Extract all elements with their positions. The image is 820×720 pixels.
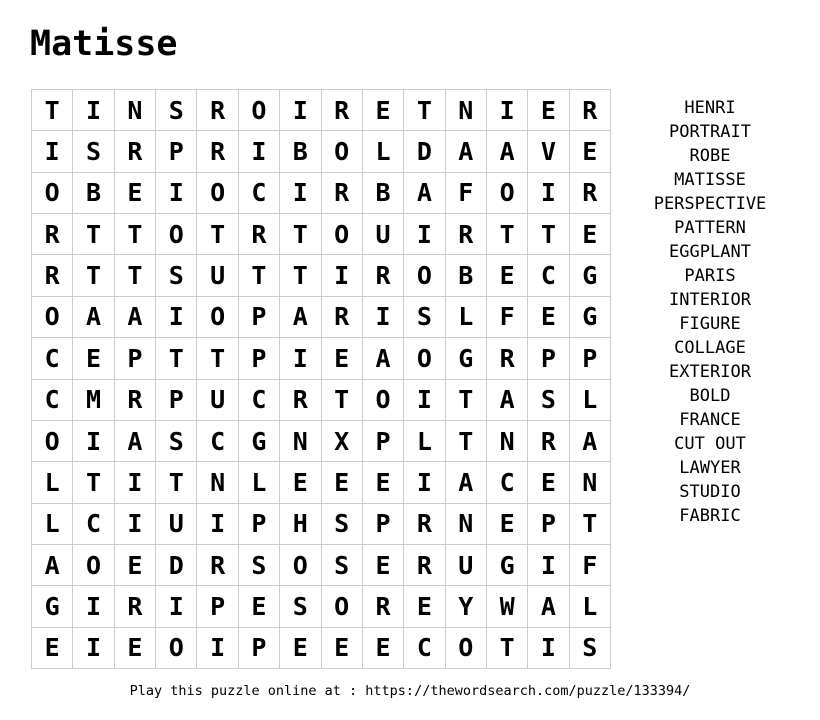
- grid-cell[interactable]: E: [363, 90, 404, 131]
- grid-cell[interactable]: A: [570, 421, 611, 462]
- grid-cell[interactable]: A: [363, 338, 404, 379]
- grid-cell[interactable]: I: [73, 586, 114, 627]
- grid-cell[interactable]: I: [197, 628, 238, 669]
- grid-cell[interactable]: G: [446, 338, 487, 379]
- grid-cell[interactable]: T: [446, 421, 487, 462]
- grid-cell[interactable]: A: [115, 297, 156, 338]
- word-list-item: CUT OUT: [674, 434, 746, 454]
- grid-cell[interactable]: S: [73, 131, 114, 172]
- grid-cell[interactable]: C: [528, 255, 569, 296]
- word-list-item: STUDIO: [679, 482, 741, 502]
- grid-cell[interactable]: T: [115, 214, 156, 255]
- grid-cell[interactable]: R: [32, 214, 73, 255]
- grid-cell[interactable]: P: [115, 338, 156, 379]
- grid-cell[interactable]: P: [239, 338, 280, 379]
- grid-cell[interactable]: A: [446, 462, 487, 503]
- word-list-item: INTERIOR: [669, 290, 751, 310]
- grid-cell[interactable]: A: [487, 131, 528, 172]
- word-list-item: FABRIC: [679, 506, 741, 526]
- grid-cell[interactable]: A: [528, 586, 569, 627]
- grid-cell[interactable]: U: [446, 545, 487, 586]
- grid-cell[interactable]: I: [528, 628, 569, 669]
- grid-cell[interactable]: R: [487, 338, 528, 379]
- grid-cell[interactable]: I: [197, 504, 238, 545]
- grid-cell[interactable]: B: [446, 255, 487, 296]
- grid-cell[interactable]: C: [32, 380, 73, 421]
- grid-cell[interactable]: T: [239, 255, 280, 296]
- grid-cell[interactable]: T: [73, 462, 114, 503]
- grid-cell[interactable]: P: [363, 421, 404, 462]
- grid-cell[interactable]: R: [322, 297, 363, 338]
- page-footer: [0, 680, 820, 700]
- grid-cell[interactable]: E: [115, 628, 156, 669]
- grid-cell[interactable]: T: [73, 214, 114, 255]
- word-list-item: PERSPECTIVE: [653, 194, 767, 214]
- grid-cell[interactable]: C: [73, 504, 114, 545]
- grid-cell[interactable]: S: [156, 255, 197, 296]
- grid-cell[interactable]: C: [239, 173, 280, 214]
- grid-cell[interactable]: A: [280, 297, 321, 338]
- grid-cell[interactable]: O: [156, 628, 197, 669]
- grid-cell[interactable]: E: [528, 90, 569, 131]
- grid-cell[interactable]: A: [115, 421, 156, 462]
- grid-cell[interactable]: H: [280, 504, 321, 545]
- grid-cell[interactable]: S: [322, 545, 363, 586]
- grid-cell[interactable]: O: [446, 628, 487, 669]
- grid-cell[interactable]: B: [280, 131, 321, 172]
- grid-cell[interactable]: I: [487, 90, 528, 131]
- grid-cell[interactable]: R: [570, 173, 611, 214]
- grid-cell[interactable]: G: [487, 545, 528, 586]
- grid-cell[interactable]: C: [197, 421, 238, 462]
- grid-cell[interactable]: R: [197, 545, 238, 586]
- grid-cell[interactable]: T: [322, 380, 363, 421]
- grid-cell[interactable]: X: [322, 421, 363, 462]
- grid-cell[interactable]: R: [363, 586, 404, 627]
- grid-cell[interactable]: C: [32, 338, 73, 379]
- grid-cell[interactable]: I: [404, 380, 445, 421]
- grid-cell[interactable]: T: [404, 90, 445, 131]
- grid-cell[interactable]: I: [115, 504, 156, 545]
- grid-cell[interactable]: O: [487, 173, 528, 214]
- grid-cell[interactable]: O: [32, 297, 73, 338]
- grid-cell[interactable]: S: [528, 380, 569, 421]
- grid-cell[interactable]: I: [156, 297, 197, 338]
- grid-cell[interactable]: T: [197, 214, 238, 255]
- grid-cell[interactable]: I: [156, 173, 197, 214]
- grid-cell[interactable]: R: [528, 421, 569, 462]
- grid-cell[interactable]: L: [404, 421, 445, 462]
- grid-cell[interactable]: S: [570, 628, 611, 669]
- grid-cell[interactable]: P: [570, 338, 611, 379]
- word-search-grid: [31, 89, 611, 669]
- grid-cell[interactable]: L: [446, 297, 487, 338]
- grid-cell[interactable]: T: [156, 338, 197, 379]
- grid-cell[interactable]: U: [197, 255, 238, 296]
- grid-cell[interactable]: E: [280, 628, 321, 669]
- grid-cell[interactable]: O: [239, 90, 280, 131]
- grid-cell[interactable]: R: [239, 214, 280, 255]
- grid-cell[interactable]: E: [73, 338, 114, 379]
- grid-cell[interactable]: G: [570, 297, 611, 338]
- grid-cell[interactable]: W: [487, 586, 528, 627]
- grid-cell[interactable]: B: [363, 173, 404, 214]
- grid-cell[interactable]: I: [32, 131, 73, 172]
- grid-cell[interactable]: A: [73, 297, 114, 338]
- grid-cell[interactable]: P: [239, 297, 280, 338]
- grid-cell[interactable]: O: [363, 380, 404, 421]
- grid-cell[interactable]: G: [239, 421, 280, 462]
- grid-cell[interactable]: A: [404, 173, 445, 214]
- grid-cell[interactable]: O: [197, 173, 238, 214]
- grid-cell[interactable]: L: [570, 586, 611, 627]
- grid-cell[interactable]: I: [363, 297, 404, 338]
- grid-cell[interactable]: I: [280, 90, 321, 131]
- grid-cell[interactable]: V: [528, 131, 569, 172]
- grid-cell[interactable]: I: [404, 462, 445, 503]
- grid-cell[interactable]: T: [197, 338, 238, 379]
- word-list-item: EXTERIOR: [669, 362, 751, 382]
- grid-cell[interactable]: I: [404, 214, 445, 255]
- grid-cell[interactable]: R: [363, 255, 404, 296]
- word-list-item: HENRI: [684, 98, 736, 118]
- grid-cell[interactable]: C: [404, 628, 445, 669]
- grid-cell[interactable]: A: [446, 131, 487, 172]
- word-list: [610, 96, 810, 528]
- grid-cell[interactable]: F: [487, 297, 528, 338]
- grid-cell[interactable]: E: [239, 586, 280, 627]
- grid-cell[interactable]: I: [280, 173, 321, 214]
- grid-cell[interactable]: P: [528, 504, 569, 545]
- puzzle-url: Play this puzzle online at : https://thewordsearch.com/puzzle/133394/: [129, 683, 691, 699]
- grid-cell[interactable]: I: [156, 586, 197, 627]
- grid-cell[interactable]: D: [156, 545, 197, 586]
- grid-cell[interactable]: L: [570, 380, 611, 421]
- grid-cell[interactable]: E: [570, 214, 611, 255]
- grid-cell[interactable]: Y: [446, 586, 487, 627]
- grid-cell[interactable]: R: [197, 131, 238, 172]
- grid-cell[interactable]: R: [32, 255, 73, 296]
- grid-cell[interactable]: A: [487, 380, 528, 421]
- word-list-item: BOLD: [689, 386, 731, 406]
- grid-cell[interactable]: L: [363, 131, 404, 172]
- grid-cell[interactable]: I: [73, 421, 114, 462]
- grid-cell[interactable]: R: [322, 90, 363, 131]
- grid-cell[interactable]: P: [197, 586, 238, 627]
- grid-cell[interactable]: N: [446, 90, 487, 131]
- grid-cell[interactable]: U: [197, 380, 238, 421]
- grid-cell[interactable]: I: [528, 545, 569, 586]
- grid-cell[interactable]: T: [156, 462, 197, 503]
- grid-cell[interactable]: P: [156, 131, 197, 172]
- grid-cell[interactable]: R: [446, 214, 487, 255]
- grid-cell[interactable]: T: [280, 255, 321, 296]
- grid-cell[interactable]: L: [32, 504, 73, 545]
- grid-cell[interactable]: T: [32, 90, 73, 131]
- grid-cell[interactable]: E: [322, 338, 363, 379]
- grid-cell[interactable]: I: [280, 338, 321, 379]
- word-list-item: LAWYER: [679, 458, 741, 478]
- grid-cell[interactable]: I: [73, 628, 114, 669]
- grid-cell[interactable]: E: [280, 462, 321, 503]
- grid-cell[interactable]: F: [446, 173, 487, 214]
- grid-cell[interactable]: O: [32, 173, 73, 214]
- grid-cell[interactable]: T: [570, 504, 611, 545]
- word-list-item: PARIS: [684, 266, 736, 286]
- grid-cell[interactable]: P: [528, 338, 569, 379]
- grid-cell[interactable]: R: [115, 380, 156, 421]
- grid-cell[interactable]: E: [487, 504, 528, 545]
- word-list-item: COLLAGE: [674, 338, 746, 358]
- grid-cell[interactable]: N: [446, 504, 487, 545]
- grid-cell[interactable]: R: [115, 131, 156, 172]
- word-list-item: PORTRAIT: [669, 122, 751, 142]
- grid-cell[interactable]: N: [280, 421, 321, 462]
- grid-cell[interactable]: O: [156, 214, 197, 255]
- grid-cell[interactable]: O: [322, 586, 363, 627]
- grid-cell[interactable]: R: [280, 380, 321, 421]
- grid-cell[interactable]: U: [156, 504, 197, 545]
- grid-cell[interactable]: N: [197, 462, 238, 503]
- grid-cell[interactable]: R: [115, 586, 156, 627]
- grid-cell[interactable]: C: [487, 462, 528, 503]
- grid-cell[interactable]: E: [363, 545, 404, 586]
- word-list-item: MATISSE: [674, 170, 746, 190]
- grid-cell[interactable]: M: [73, 380, 114, 421]
- grid-cell[interactable]: N: [570, 462, 611, 503]
- grid-cell[interactable]: O: [73, 545, 114, 586]
- grid-cell[interactable]: E: [363, 462, 404, 503]
- grid-cell[interactable]: E: [115, 173, 156, 214]
- grid-cell[interactable]: A: [32, 545, 73, 586]
- grid-cell[interactable]: S: [404, 297, 445, 338]
- grid-cell[interactable]: P: [239, 628, 280, 669]
- grid-cell[interactable]: L: [32, 462, 73, 503]
- grid-cell[interactable]: P: [363, 504, 404, 545]
- grid-cell[interactable]: O: [322, 214, 363, 255]
- grid-cell[interactable]: S: [280, 586, 321, 627]
- grid-cell[interactable]: S: [156, 421, 197, 462]
- word-list-item: EGGPLANT: [669, 242, 751, 262]
- grid-cell[interactable]: N: [115, 90, 156, 131]
- grid-cell[interactable]: E: [115, 545, 156, 586]
- grid-cell[interactable]: E: [404, 586, 445, 627]
- grid-cell[interactable]: D: [404, 131, 445, 172]
- grid-cell[interactable]: T: [487, 628, 528, 669]
- grid-cell[interactable]: G: [570, 255, 611, 296]
- grid-cell[interactable]: O: [280, 545, 321, 586]
- word-list-item: PATTERN: [674, 218, 746, 238]
- grid-cell[interactable]: E: [363, 628, 404, 669]
- grid-cell[interactable]: U: [363, 214, 404, 255]
- grid-cell[interactable]: R: [322, 173, 363, 214]
- grid-cell[interactable]: T: [115, 255, 156, 296]
- word-list-item: FRANCE: [679, 410, 741, 430]
- grid-cell[interactable]: E: [528, 462, 569, 503]
- grid-cell[interactable]: E: [570, 131, 611, 172]
- grid-cell[interactable]: O: [322, 131, 363, 172]
- grid-cell[interactable]: I: [528, 173, 569, 214]
- grid-cell[interactable]: O: [32, 421, 73, 462]
- grid-cell[interactable]: T: [487, 214, 528, 255]
- grid-cell[interactable]: E: [487, 255, 528, 296]
- grid-cell[interactable]: O: [404, 255, 445, 296]
- word-list-item: ROBE: [689, 146, 731, 166]
- grid-cell[interactable]: F: [570, 545, 611, 586]
- grid-cell[interactable]: P: [239, 504, 280, 545]
- grid-cell[interactable]: E: [528, 297, 569, 338]
- grid-cell[interactable]: T: [73, 255, 114, 296]
- grid-cell[interactable]: S: [322, 504, 363, 545]
- grid-cell[interactable]: S: [156, 90, 197, 131]
- grid-cell[interactable]: E: [322, 628, 363, 669]
- grid-cell[interactable]: T: [280, 214, 321, 255]
- word-list-item: FIGURE: [679, 314, 741, 334]
- grid-cell[interactable]: P: [156, 380, 197, 421]
- grid-cell[interactable]: I: [115, 462, 156, 503]
- grid-cell[interactable]: C: [239, 380, 280, 421]
- grid-cell[interactable]: O: [197, 297, 238, 338]
- grid-cell[interactable]: T: [528, 214, 569, 255]
- grid-cell[interactable]: G: [32, 586, 73, 627]
- grid-cell[interactable]: R: [570, 90, 611, 131]
- grid-cell[interactable]: B: [73, 173, 114, 214]
- grid-cell[interactable]: I: [239, 131, 280, 172]
- grid-cell[interactable]: R: [404, 504, 445, 545]
- grid-cell[interactable]: S: [239, 545, 280, 586]
- grid-cell[interactable]: E: [32, 628, 73, 669]
- puzzle-title: Matisse: [30, 24, 178, 64]
- grid-cell[interactable]: I: [73, 90, 114, 131]
- grid-cell[interactable]: R: [404, 545, 445, 586]
- grid-cell[interactable]: L: [239, 462, 280, 503]
- grid-cell[interactable]: T: [446, 380, 487, 421]
- grid-cell[interactable]: N: [487, 421, 528, 462]
- grid-cell[interactable]: O: [404, 338, 445, 379]
- grid-cell[interactable]: I: [322, 255, 363, 296]
- grid-cell[interactable]: R: [197, 90, 238, 131]
- grid-cell[interactable]: E: [322, 462, 363, 503]
